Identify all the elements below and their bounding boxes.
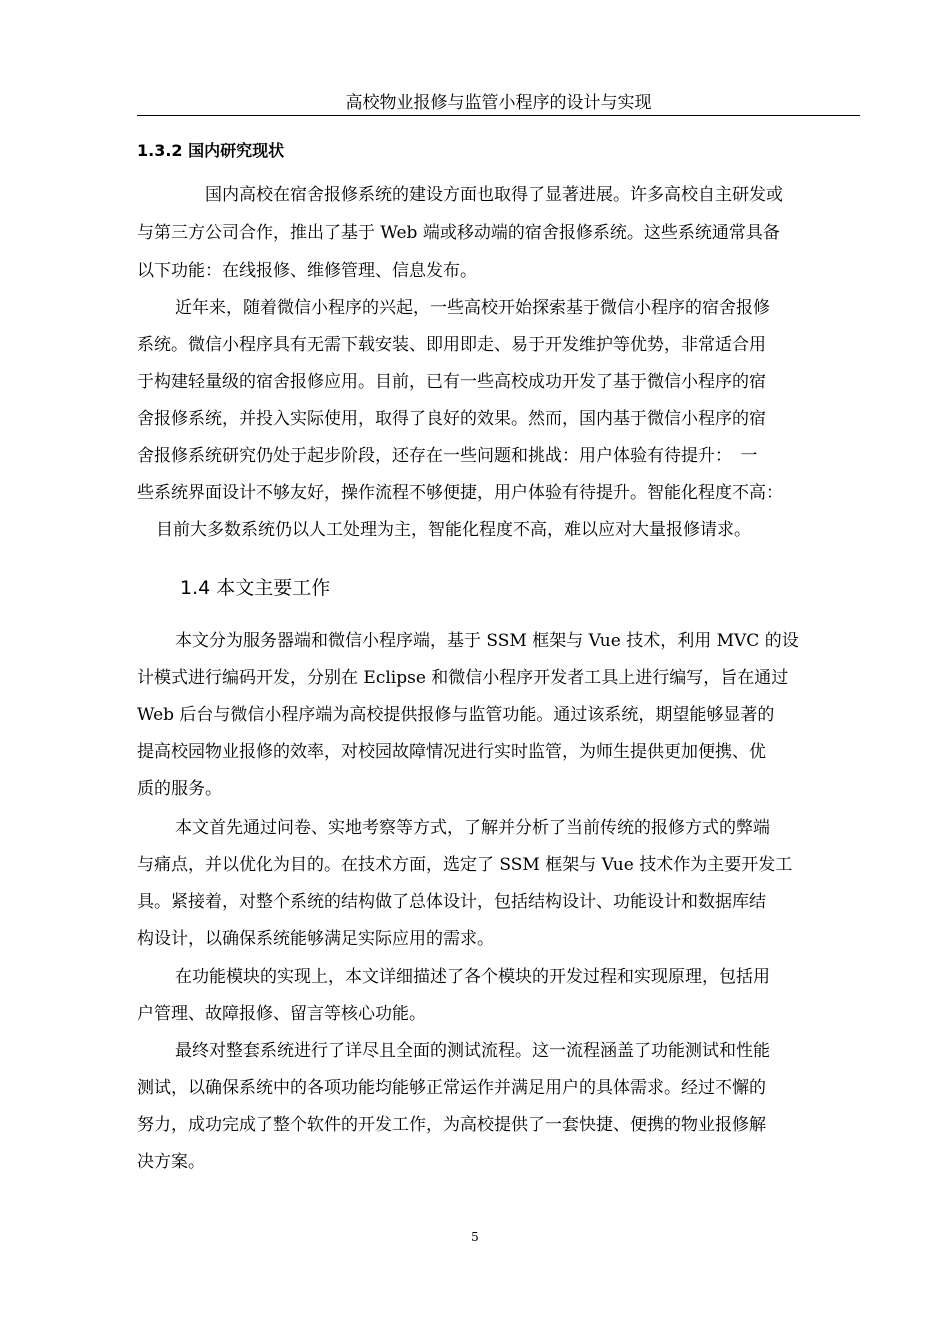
section-heading-1-3-2: 1.3.2 国内研究现状: [137, 141, 285, 160]
paragraph-line: 在功能模块的实现上，本文详细描述了各个模块的开发过程和实现原理，包括用: [175, 967, 770, 987]
paragraph-line: 决方案。: [137, 1152, 205, 1172]
paragraph-line: 最终对整套系统进行了详尽且全面的测试流程。这一流程涵盖了功能测试和性能: [175, 1041, 770, 1061]
section-heading-1-4: 1.4 本文主要工作: [180, 577, 331, 599]
paragraph-line: 质的服务。: [137, 779, 222, 799]
paragraph-line: Web 后台与微信小程序端为高校提供报修与监管功能。通过该系统，期望能够显著的: [137, 705, 775, 725]
page-number: 5: [471, 1230, 479, 1244]
paragraph-line: 些系统界面设计不够友好，操作流程不够便捷，用户体验有待提升。智能化程度不高：: [137, 483, 783, 503]
paragraph-line: 计模式进行编码开发，分别在 Eclipse 和微信小程序开发者工具上进行编写，旨在通过: [137, 668, 789, 688]
paragraph-line: 努力，成功完成了整个软件的开发工作，为高校提供了一套快捷、便携的物业报修解: [137, 1115, 766, 1135]
paragraph-line: 系统。微信小程序具有无需下载安装、即用即走、易于开发维护等优势，非常适合用: [137, 335, 766, 355]
paragraph-line: 本文分为服务器端和微信小程序端，基于 SSM 框架与 Vue 技术，利用 MVC 的设: [175, 631, 799, 651]
paragraph-line: 目前大多数系统仍以人工处理为主，智能化程度不高，难以应对大量报修请求。: [156, 520, 751, 540]
paragraph-line: 国内高校在宿舍报修系统的建设方面也取得了显著进展。许多高校自主研发或: [205, 185, 783, 205]
paragraph-line: 构设计，以确保系统能够满足实际应用的需求。: [137, 929, 494, 949]
paragraph-line: 提高校园物业报修的效率，对校园故障情况进行实时监管，为师生提供更加便携、优: [137, 742, 766, 762]
paragraph-line: 舍报修系统，并投入实际使用，取得了良好的效果。然而，国内基于微信小程序的宿: [137, 409, 766, 429]
paragraph-line: 测试，以确保系统中的各项功能均能够正常运作并满足用户的具体需求。经过不懈的: [137, 1078, 766, 1098]
header-rule: [137, 115, 860, 116]
paragraph-line: 以下功能：在线报修、维修管理、信息发布。: [137, 261, 477, 281]
running-header-title: 高校物业报修与监管小程序的设计与实现: [345, 93, 652, 113]
paragraph-line: 于构建轻量级的宿舍报修应用。目前，已有一些高校成功开发了基于微信小程序的宿: [137, 372, 766, 392]
paragraph-line: 与第三方公司合作，推出了基于 Web 端或移动端的宿舍报修系统。这些系统通常具备: [137, 223, 780, 243]
paragraph-line: 本文首先通过问卷、实地考察等方式，了解并分析了当前传统的报修方式的弊端: [175, 818, 770, 838]
paragraph-line: 户管理、故障报修、留言等核心功能。: [137, 1004, 426, 1024]
paragraph-line: 与痛点，并以优化为目的。在技术方面，选定了 SSM 框架与 Vue 技术作为主要开发工: [137, 855, 793, 875]
paragraph-line: 具。紧接着，对整个系统的结构做了总体设计，包括结构设计、功能设计和数据库结: [137, 892, 766, 912]
paragraph-line: 舍报修系统研究仍处于起步阶段，还存在一些问题和挑战：用户体验有待提升： 一: [137, 446, 758, 466]
paragraph-line: 近年来，随着微信小程序的兴起，一些高校开始探索基于微信小程序的宿舍报修: [175, 298, 770, 318]
